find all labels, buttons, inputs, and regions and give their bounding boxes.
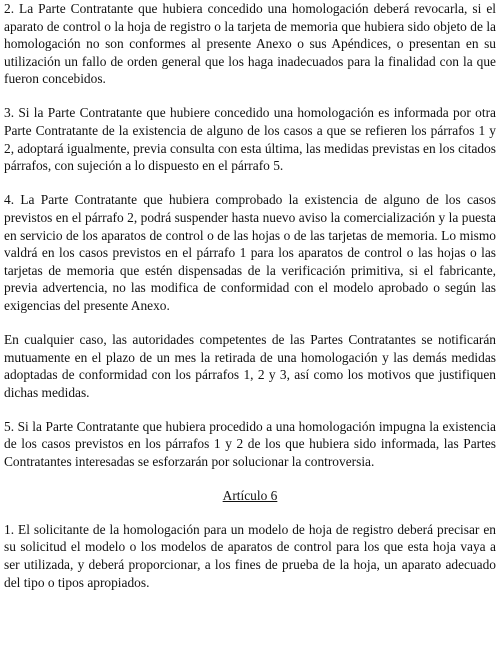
paragraph-3: 3. Si la Parte Contratante que hubiere concedido una homologación es informada por otra Parte Contratante de la existencia de alguno de los casos a que se refieren los párrafos 1 y 2, adoptará igualmente, previa consulta con esta última, las medidas previstas en los citados párrafos, con sujeción a lo dispuesto en el párrafo 5. [4, 105, 496, 174]
document-page [4, 0, 496, 591]
paragraph-4: 4. La Parte Contratante que hubiera comprobado la existencia de alguno de los casos previstos en el párrafo 2, podrá suspender hasta nuevo aviso la comercialización y la puesta en servicio de los aparatos de control o de las hojas o de las tarjetas de memoria. Lo mismo valdrá en los casos previstos en el párrafo 1 para los aparatos de control o las hojas o las tarjetas de memoria que estén dispensadas de la verificación primitiva, si el fabricante, previa advertencia, no las modifica de conformidad con el modelo aprobado o según las exigencias del presente Anexo. [4, 192, 496, 313]
article-heading: Artículo 6 [222, 488, 278, 504]
paragraph-2: 2. La Parte Contratante que hubiera concedido una homologación deberá revocarla, si el aparato de control o la hoja de registro o la tarjeta de memoria que hubiera sido objeto de la homologación no son conformes al presente Anexo o sus Apéndices, o presentan en su utilización un fallo de orden general que los haga inadecuados para la finalidad con la que fueron concebidos. [4, 1, 496, 87]
paragraph-notification: En cualquier caso, las autoridades competentes de las Partes Contratantes se notificarán mutuamente en el plazo de un mes la retirada de una homologación y las demás medidas adoptadas de conformidad con los párrafos 1, 2 y 3, así como los motivos que justifiquen dichas medidas. [4, 332, 496, 400]
paragraph-article6-1: 1. El solicitante de la homologación para un modelo de hoja de registro deberá precisar en su solicitud el modelo o los modelos de aparatos de control para los que esta hoja vaya a ser utilizada, y deberá proporcionar, a los fines de prueba de la hoja, un aparato adecuado del tipo o tipos apropiados. [4, 521, 496, 590]
paragraph-5: 5. Si la Parte Contratante que hubiera procedido a una homologación impugna la existencia de los casos previstos en los párrafos 1 y 2 de los que hubiera sido informada, las Partes Contratantes interesadas se esforzarán por solucionar la controversia. [4, 418, 496, 470]
